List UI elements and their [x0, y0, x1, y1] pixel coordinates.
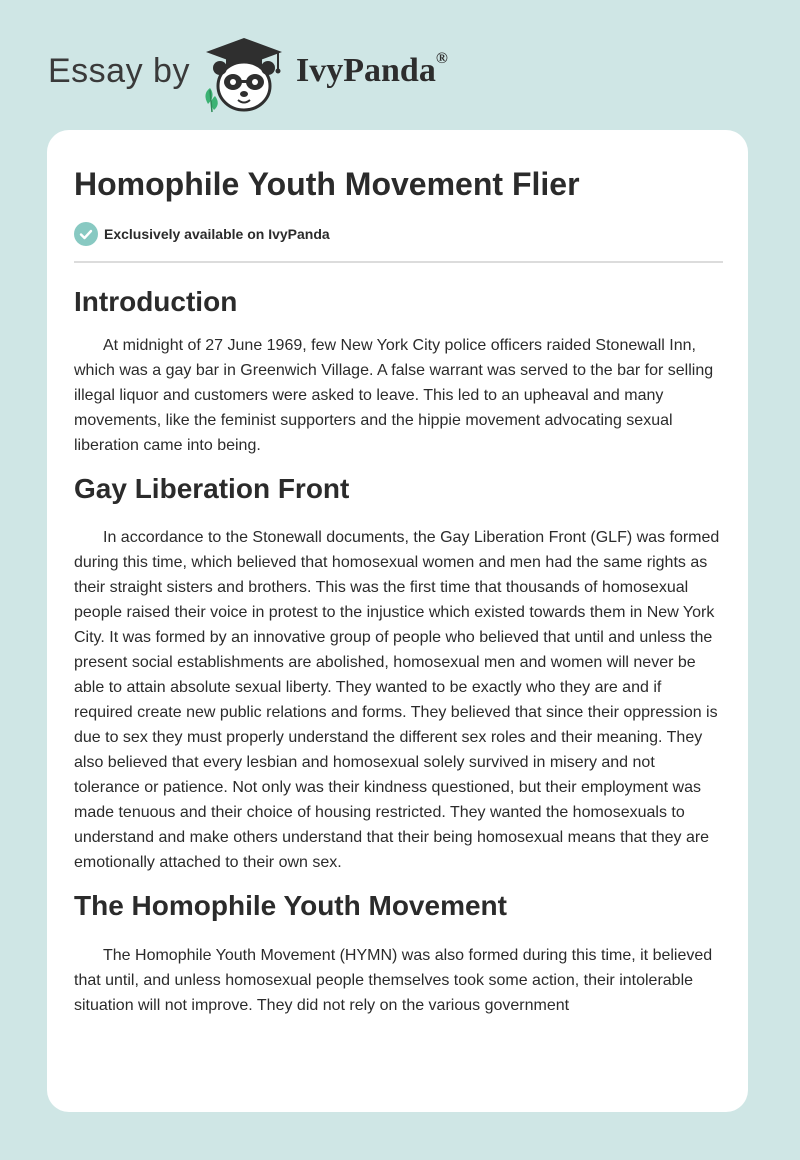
section-heading-gay-liberation-front: Gay Liberation Front [74, 473, 350, 505]
section-heading-homophile-youth-movement: The Homophile Youth Movement [74, 890, 507, 922]
essay-by-label: Essay by [48, 52, 190, 90]
page-title: Homophile Youth Movement Flier [74, 166, 580, 202]
check-circle-icon [74, 222, 98, 246]
essay-card [47, 130, 748, 1112]
panda-graduate-icon [200, 34, 288, 114]
exclusive-badge-text: Exclusively available on IvyPanda [104, 226, 330, 242]
section-paragraph-homophile-youth-movement: The Homophile Youth Movement (HYMN) was also formed during this time, it believed that until, and unless homosexual people themselves took some action, their intolerable situation will not improve. They did not rely on the various government [74, 946, 713, 1014]
brand-name[interactable]: IvyPanda® [296, 50, 448, 89]
exclusive-badge [74, 222, 330, 246]
title-divider [74, 261, 723, 263]
essay-content [74, 280, 723, 1018]
registered-mark: ® [435, 50, 448, 67]
site-header [48, 30, 548, 110]
section-paragraph-introduction: At midnight of 27 June 1969, few New York City police officers raided Stonewall Inn, which was a gay bar in Greenwich Village. A false warrant was served to the bar for selling illegal liquor and customers were asked to leave. This led to an upheaval and many movements, like the feminist supporters and the hippie movement advocating sexual liberation came into being. [74, 337, 714, 455]
section-heading-introduction: Introduction [74, 286, 238, 317]
section-paragraph-gay-liberation-front: In accordance to the Stonewall documents, the Gay Liberation Front (GLF) was formed during this time, which believed that homosexual women and men had the same rights as their straight sisters and brothers. This was the first time that thousands of homosexual people raised their voice in protest to the injustice which existed towards them in New York City. It was formed by an innovative group of people who believed that until and unless the present social establishments are abolished, homosexual men and women will never be able to attain absolute sexual liberty. They wanted to be exactly who they are and if required create new public relations and forms. They believed that since their oppression is due to sex they must properly understand the different sex roles and their meaning. They also believed that every lesbian and homosexual solely survived in misery and not tolerance or patience. Not only was their kindness questioned, but their employment was made tenuous and their choice of housing restricted. They wanted the homosexuals to understand and make others understand that their being homosexual means that they are emotionally attached to their own sex. [74, 529, 720, 872]
